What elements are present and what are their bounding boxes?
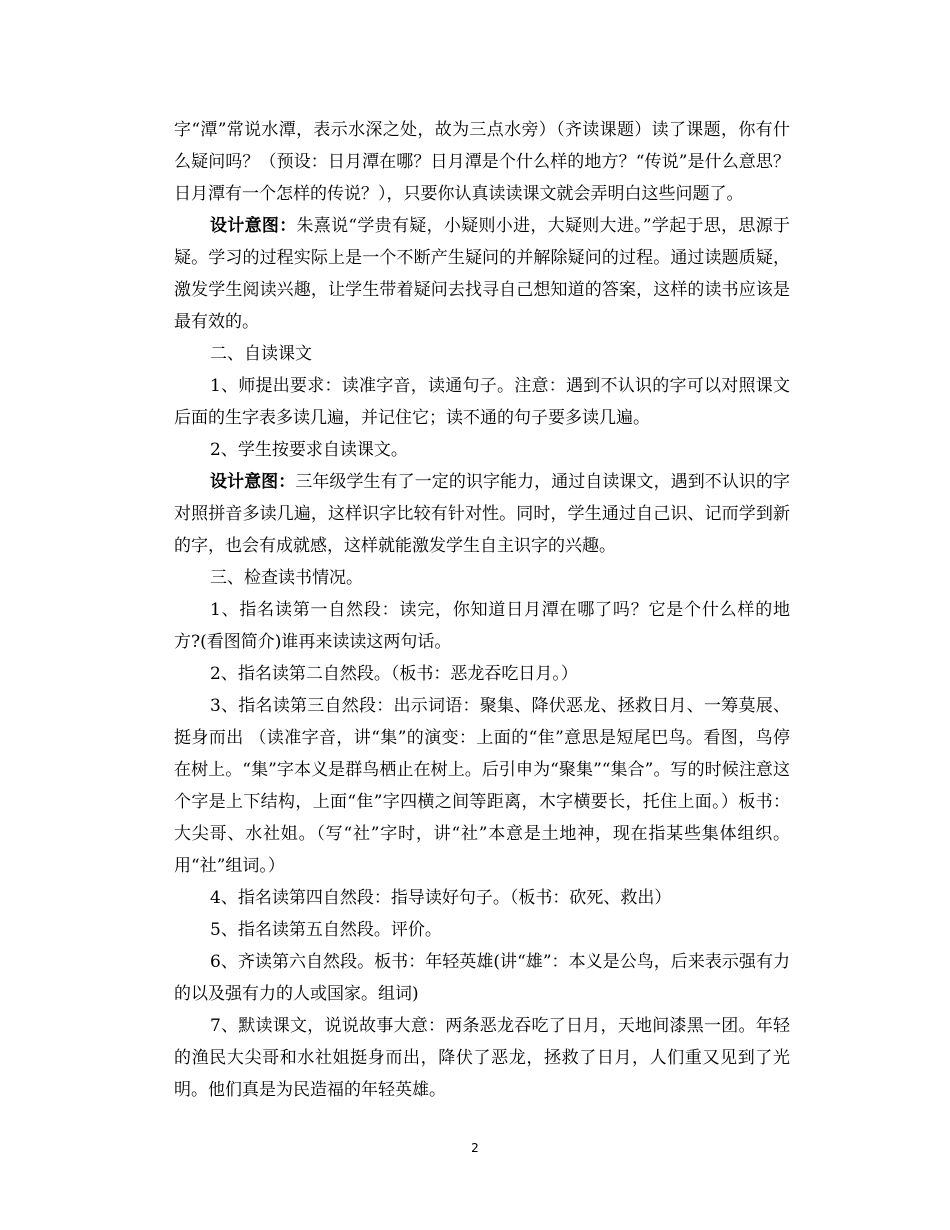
paragraph-check-6: 6、齐读第六自然段。板书：年轻英雄(讲“雄”：本义是公鸟，后来表示强有力的以及强有力的人或国家。组词) — [174, 952, 790, 1004]
paragraph-design-intent-1: 设计意图：朱熹说“学贵有疑，小疑则小进，大疑则大进。”学起于思，思源于疑。学习的过程实际上是一个不断产生疑问的并解除疑问的过程。通过读题质疑，激发学生阅读兴趣，让学生带着疑问去找寻自己想知道的答案，这样的读书应该是最有效的。 — [174, 216, 791, 332]
paragraph-check-1: 1、指名读第一自然段：读完，你知道日月潭在哪了吗？它是个什么样的地方?(看图简介)谁再来读读这两句话。 — [174, 600, 790, 652]
design-intent-label: 设计意图： — [210, 216, 297, 236]
page-number: 2 — [471, 1141, 479, 1155]
section-heading-self-reading: 二、自读课文 — [210, 344, 312, 364]
paragraph-check-4: 4、指名读第四自然段：指导读好句子。（板书：砍死、救出） — [210, 888, 672, 908]
paragraph-check-5: 5、指名读第五自然段。评价。 — [210, 920, 442, 940]
paragraph-design-intent-2: 设计意图：三年级学生有了一定的识字能力，通过自读课文，遇到不认识的字对照拼音多读几遍，这样识字比较有针对性。同时，学生通过自己识、记而学到新的字，也会有成就感，这样就能激发学生自主识字的兴趣。 — [174, 472, 791, 556]
paragraph-step-1: 1、师提出要求：读准字音，读通句子。注意：遇到不认识的字可以对照课文后面的生字表多读几遍，并记住它；读不通的句子要多读几遍。 — [174, 376, 790, 428]
paragraph-check-2: 2、指名读第二自然段。（板书：恶龙吞吃日月。） — [210, 664, 578, 684]
body-text — [174, 114, 790, 1106]
design-intent-label: 设计意图： — [210, 472, 296, 492]
paragraph-step-2: 2、学生按要求自读课文。 — [210, 440, 408, 460]
paragraph-check-3: 3、指名读第三自然段：出示词语：聚集、降伏恶龙、拯救日月、一筹莫展、挺身而出 （读准字音，讲“集”的演变：上面的“隹”意思是短尾巴鸟。看图，鸟停在树上。“集”字本义是群鸟栖止在树上。后引申为“聚集”“集合”。写的时候注意这个字是上下结构，上面“隹”字四横之间等距离，木字横要长，托住上面。）板书：大尖哥、水社姐。（写“社”字时，讲“社”本意是土地神，现在指某些集体组织。用“社”组词。） — [174, 696, 790, 876]
section-heading-check-reading: 三、检查读书情况。 — [210, 568, 363, 588]
paragraph-check-7: 7、默读课文，说说故事大意：两条恶龙吞吃了日月，天地间漆黑一团。年轻的渔民大尖哥和水社姐挺身而出，降伏了恶龙，拯救了日月，人们重又见到了光明。他们真是为民造福的年轻英雄。 — [174, 1016, 790, 1100]
paragraph-continued: 字“潭”常说水潭，表示水深之处，故为三点水旁）（齐读课题）读了课题，你有什么疑问吗？（预设：日月潭在哪？日月潭是个什么样的地方？“传说”是什么意思？日月潭有一个怎样的传说？），只要你认真读读课文就会弄明白这些问题了。 — [174, 120, 790, 204]
